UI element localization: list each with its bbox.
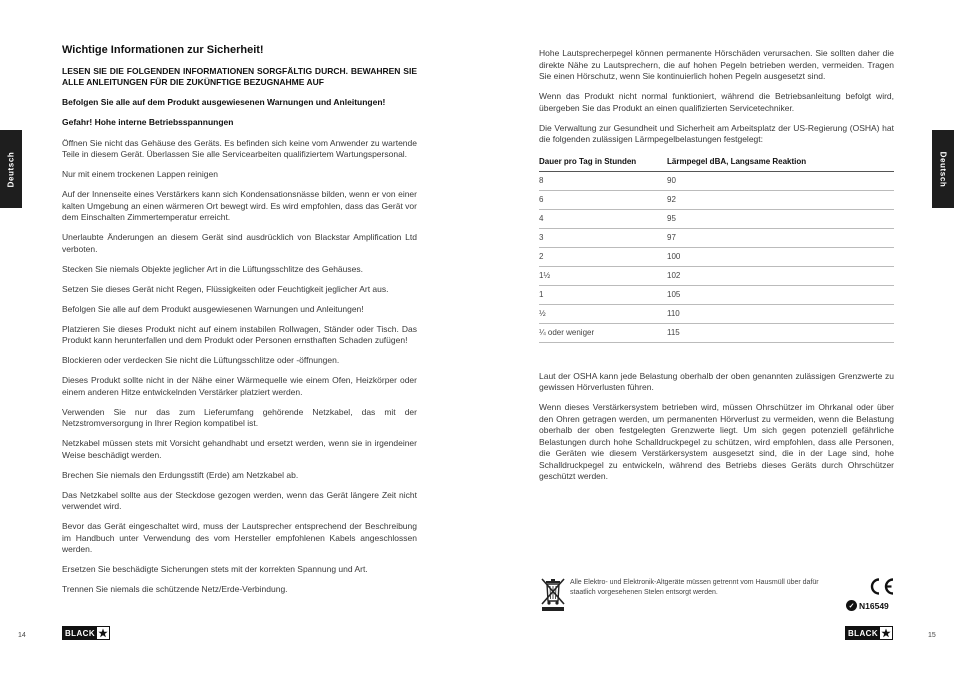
bold-notice: Befolgen Sie alle auf dem Produkt ausgewiesenen Warnungen und Anleitungen! (62, 96, 386, 107)
page-number-right: 15 (928, 632, 936, 639)
paragraph: Stecken Sie niemals Objekte jeglicher Art in die Lüftungsschlitze des Gehäuses. (62, 263, 363, 274)
table-row (539, 266, 894, 285)
table-header-level: Lärmpegel dBA, Langsame Reaktion (667, 154, 894, 171)
n-mark-code: N16549 (859, 600, 889, 611)
paragraph: Die Verwaltung zur Gesundheit und Sicherheit am Arbeitsplatz der US-Regierung (OSHA) hat die folgenden zulässigen Lärmpegelbelastungen festgelegt: (539, 122, 894, 144)
paragraph: Ersetzen Sie beschädigte Sicherungen stets mit der korrekten Spannung und Art. (62, 564, 368, 574)
table-cell: 95 (667, 209, 894, 228)
paragraph: Nur mit einem trockenen Lappen reinigen (62, 169, 218, 179)
weee-notice: Alle Elektro- und Elektronik-Altgeräte müssen getrennt vom Hausmüll über dafür staatlich vorgesehenen Stelen entsorgt werden. (570, 579, 819, 596)
table-row (539, 285, 894, 304)
paragraph: Verwenden Sie nur das zum Lieferumfang gehörende Netzkabel, das mit der Netzstromversorgung in Ihrer Region kompatibel ist. (62, 406, 417, 428)
table-cell: 3 (539, 228, 667, 247)
table-cell: 110 (667, 304, 894, 323)
paragraph: Platzieren Sie dieses Produkt nicht auf einem instabilen Rollwagen, Ständer oder Tisch. Das Produkt kann herunterfallen und dem Produkt oder Personen ernsthaften Schaden zufügen! (62, 323, 417, 345)
table-header-row (539, 154, 894, 171)
table-row (539, 323, 894, 342)
table-cell: ½ (539, 304, 667, 323)
table-cell: 115 (667, 323, 894, 342)
table-cell: 97 (667, 228, 894, 247)
table-row (539, 247, 894, 266)
blackstar-logo (62, 626, 110, 640)
table-cell: 2 (539, 247, 667, 266)
table-row (539, 209, 894, 228)
noise-exposure-table (539, 154, 894, 343)
table-header-duration: Dauer pro Tag in Stunden (539, 154, 667, 171)
paragraph: Dieses Produkt sollte nicht in der Nähe einer Wärmequelle wie einem Ofen, Heizkörper oder einem anderen Hitze entwickelnden Verstärker platziert werden. (62, 375, 417, 397)
table-cell: 8 (539, 171, 667, 190)
paragraph: Bevor das Gerät eingeschaltet wird, muss der Lautsprecher entsprechend der Beschreibung im Handbuch unter Verwendung des vom Hersteller empfohlenen Kabels angeschlossen werden. (62, 521, 417, 554)
paragraph: Wenn dieses Verstärkersystem betrieben wird, müssen Ohrschützer im Ohrkanal oder über den Ohren getragen werden, um permanenten Hörverlust zu vermeiden, wenn die Belastung oberhalb der oben festgelegten Grenzwerte liegt. Um sich gegen potenziell gefährliche Belastungen durch hohe Schalldruckpegel zu schützen, wird empfohlen, dass alle Personen, die Geräten wie diesem Verstärkersystem ausgesetzt sind, die in der Lage sind, hohe Schalldruckpegel zu entwickeln, während des Betriebs dieses Geräts durch Ohrschützer geschützt werden. (539, 402, 894, 481)
paragraph: Setzen Sie dieses Gerät nicht Regen, Flüssigkeiten oder Feuchtigkeit jeglicher Art aus. (62, 283, 389, 294)
paragraph: Öffnen Sie nicht das Gehäuse des Geräts. Es befinden sich keine vom Anwender zu wartende Teile in diesem Gerät. Überlassen Sie alle Servicearbeiten qualifiziertem Wartungspersonal. (62, 137, 417, 159)
paragraph: Netzkabel müssen stets mit Vorsicht gehandhabt und ersetzt werden, wenn sie in irgendeiner Weise beschädigt werden. (62, 438, 417, 460)
paragraph: Laut der OSHA kann jede Belastung oberhalb der oben genannten zulässigen Grenzwerte zu gewissen Hörverlusten führen. (539, 370, 894, 392)
paragraph: Trennen Sie niemals die schützende Netz/Erde-Verbindung. (62, 584, 288, 594)
table-row (539, 171, 894, 190)
paragraph: Auf der Innenseite eines Verstärkers kann sich Kondensationsnässe bilden, wenn er von einer kalten Umgebung an einen wärmeren Ort bewegt wird. Es wird empfohlen, dass das Gerät vor dem Einschalten Zimmertemperatur erreicht. (62, 189, 417, 222)
page-title: Wichtige Informationen zur Sicherheit! (62, 44, 264, 56)
regulatory-n-mark (846, 600, 889, 611)
caps-notice: LESEN SIE DIE FOLGENDEN INFORMATIONEN SORGFÄLTIG DURCH. BEWAHREN SIE ALLE ANLEITUNGEN FÜR DIE ZUKÜNFTIGE BEZUGNAHME AUF (62, 65, 417, 87)
subheading: Gefahr! Hohe interne Betriebsspannungen (62, 117, 234, 127)
paragraph: Wenn das Produkt nicht normal funktioniert, während die Betriebsanleitung befolgt wird, übergeben Sie das Produkt an einen qualifizierten Servicetechniker. (539, 91, 894, 113)
weee-bin-icon (539, 577, 567, 611)
ce-mark-icon (868, 577, 895, 596)
logo-text: BLACK (848, 628, 878, 638)
star-icon (880, 627, 892, 639)
table-cell: 105 (667, 285, 894, 304)
table-cell: 92 (667, 190, 894, 209)
language-tab-label: Deutsch (6, 151, 16, 187)
paragraph: Befolgen Sie alle auf dem Produkt ausgewiesenen Warnungen und Anleitungen! (62, 303, 364, 314)
table-row (539, 304, 894, 323)
page-number-left: 14 (18, 632, 26, 639)
table-row (539, 228, 894, 247)
paragraph: Hohe Lautsprecherpegel können permanente Hörschäden verursachen. Sie sollten daher die direkte Nähe zu Lautsprechern, die auf hohen Pegeln betrieben werden, vermeiden. Tragen Sie einen Hörschutz, wenn Sie kontinuierlich hohen Pegeln ausgesetzt sind. (539, 48, 894, 81)
right-page-column (539, 48, 894, 491)
language-tab-right (932, 130, 954, 208)
table-cell: 90 (667, 171, 894, 190)
paragraph: Brechen Sie niemals den Erdungsstift (Erde) am Netzkabel ab. (62, 469, 299, 480)
table-cell: 6 (539, 190, 667, 209)
table-cell: 4 (539, 209, 667, 228)
table-cell: 1 (539, 285, 667, 304)
n-mark-icon: ✓ (846, 600, 857, 611)
table-row (539, 190, 894, 209)
table-cell: ¼ oder weniger (539, 323, 667, 342)
paragraph: Das Netzkabel sollte aus der Steckdose gezogen werden, wenn das Gerät längere Zeit nicht verwendet wird. (62, 489, 417, 511)
paragraph: Blockieren oder verdecken Sie nicht die Lüftungsschlitze oder -öffnungen. (62, 355, 340, 365)
left-page-column (62, 45, 417, 604)
logo-text: BLACK (65, 628, 95, 638)
star-icon (97, 627, 109, 639)
table-cell: 1½ (539, 266, 667, 285)
table-cell: 100 (667, 247, 894, 266)
paragraph: Unerlaubte Änderungen an diesem Gerät sind ausdrücklich von Blackstar Amplification Ltd verboten. (62, 232, 417, 254)
language-tab-label: Deutsch (938, 151, 948, 187)
table-cell: 102 (667, 266, 894, 285)
language-tab-left (0, 130, 22, 208)
blackstar-logo (845, 626, 893, 640)
